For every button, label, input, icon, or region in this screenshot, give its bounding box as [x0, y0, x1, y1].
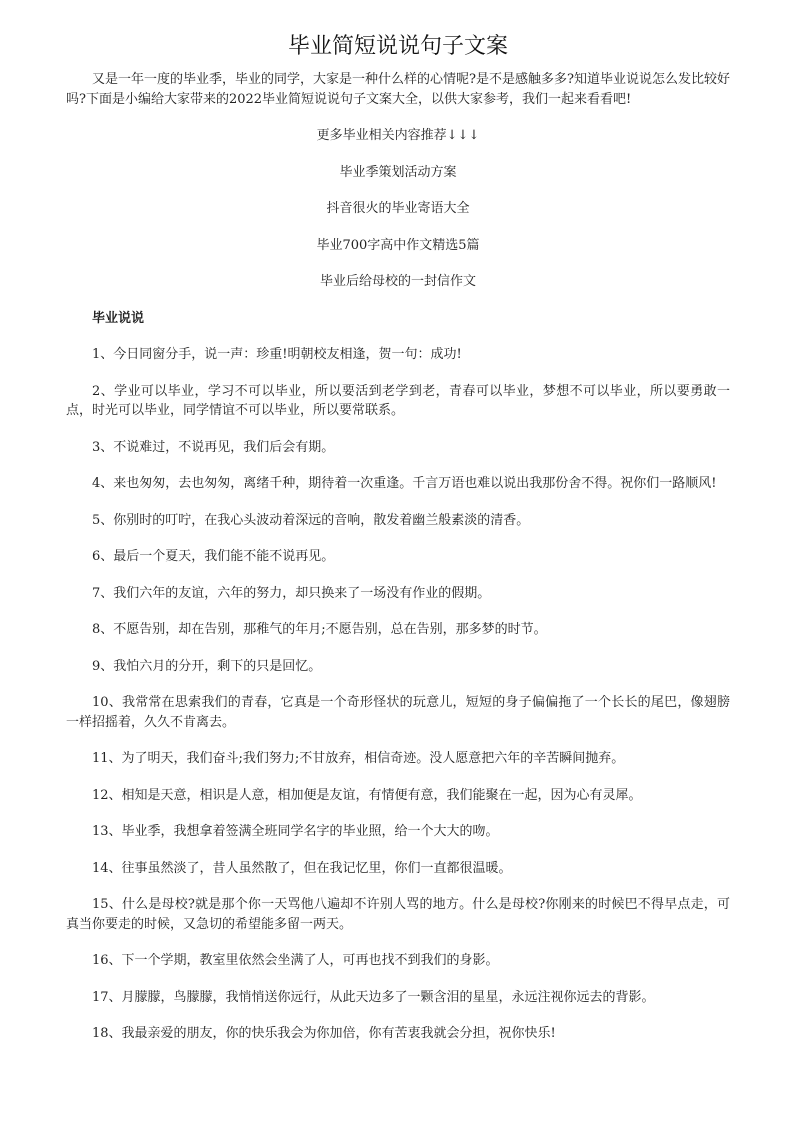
- quote-item: 14、往事虽然淡了，昔人虽然散了，但在我记忆里，你们一直都很温暖。: [92, 860, 512, 876]
- quote-item: 16、下一个学期，教室里依然会坐满了人，可再也找不到我们的身影。: [92, 953, 499, 968]
- quote-item: 5、你别时的叮咛，在我心头波动着深远的音响，散发着幽兰般素淡的清香。: [92, 512, 530, 528]
- quote-item: 13、毕业季，我想拿着签满全班同学名字的毕业照，给一个大大的吻。: [92, 824, 499, 839]
- page-title: 毕业简短说说句子文案: [287, 34, 508, 59]
- quote-item: 17、月朦朦，鸟朦朦，我悄悄送你远行，从此天边多了一颗含泪的星星，永远注视你远去的背影。: [92, 989, 655, 1005]
- quote-item: 7、我们六年的友谊，六年的努力，却只换来了一场没有作业的假期。: [92, 585, 491, 601]
- related-link[interactable]: 毕业季策划活动方案: [339, 164, 457, 180]
- quote-item: 6、最后一个夏天，我们能不能不说再见。: [92, 549, 335, 564]
- more-recommend-label: 更多毕业相关内容推荐↓↓↓: [316, 128, 480, 143]
- related-link[interactable]: 毕业后给母校的一封信作文: [319, 274, 476, 289]
- intro-paragraph: 又是一年一度的毕业季，毕业的同学，大家是一种什么样的心情呢?是不是感触多多?知道毕业说说怎么发比较好吗?下面是小编给大家带来的2022毕业简短说说句子文案大全，以供大家参考，我们一起来看看吧!: [66, 72, 730, 107]
- quote-item: 18、我最亲爱的朋友，你的快乐我会为你加倍，你有苦衷我就会分担，祝你快乐!: [92, 1026, 556, 1041]
- quote-item: 12、相知是天意，相识是人意，相加便是友谊，有情便有意，我们能聚在一起，因为心有灵犀。: [92, 787, 642, 803]
- quote-item: 3、不说难过，不说再见，我们后会有期。: [92, 439, 335, 455]
- quote-item: 2、学业可以毕业，学习不可以毕业，所以要活到老学到老，青春可以毕业，梦想不可以毕业，所以要勇敢一点，时光可以毕业，同学情谊不可以毕业，所以要常联系。: [66, 383, 730, 418]
- quote-item: 1、今日同窗分手，说一声：珍重!明朝校友相逢，贺一句：成功!: [92, 347, 462, 362]
- quote-item: 11、为了明天，我们奋斗;我们努力;不甘放弃，相信奇迹。没人愿意把六年的辛苦瞬间抛弃。: [92, 751, 625, 766]
- related-link[interactable]: 抖音很火的毕业寄语大全: [326, 201, 470, 216]
- quote-item: 9、我怕六月的分开，剩下的只是回忆。: [92, 658, 322, 674]
- quote-item: 15、什么是母校?就是那个你一天骂他八遍却不许别人骂的地方。什么是母校?你刚来的时候巴不得早点走，可真当你要走的时候，又急切的希望能多留一两天。: [66, 897, 730, 932]
- document-body: [66, 70, 730, 1061]
- quote-item: 10、我常常在思索我们的青春，它真是一个奇形怪状的玩意儿，短短的身子偏偏拖了一个长长的尾巴，像翅膀一样招摇着，久久不肯离去。: [66, 695, 730, 730]
- section-heading: 毕业说说: [92, 310, 145, 326]
- related-link[interactable]: 毕业700字高中作文精选5篇: [316, 237, 480, 253]
- quote-item: 8、不愿告别，却在告别，那稚气的年月;不愿告别，总在告别，那多梦的时节。: [92, 622, 547, 637]
- quote-list: [66, 345, 730, 1044]
- quote-item: 4、来也匆匆，去也匆匆，离绪千种，期待着一次重逢。千言万语也难以说出我那份舍不得。祝你们一路顺风!: [92, 476, 717, 491]
